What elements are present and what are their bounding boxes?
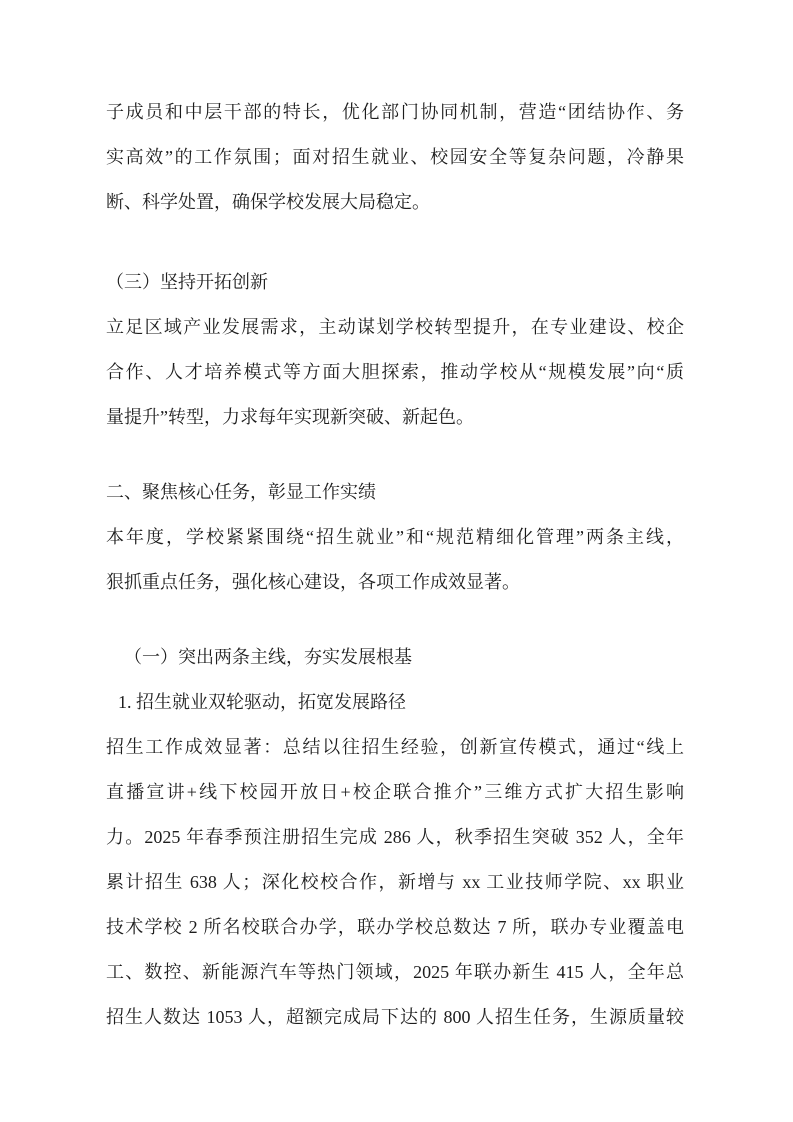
text-line: 技术学校 2 所名校联合办学，联办学校总数达 7 所，联办专业覆盖电 <box>106 917 684 937</box>
text-line: 力。2025 年春季预注册招生完成 286 人，秋季招生突破 352 人，全年 <box>106 827 684 847</box>
text-line: 断、科学处置，确保学校发展大局稳定。 <box>106 192 430 212</box>
text-line: 子成员和中层干部的特长，优化部门协同机制，营造“团结协作、务 <box>106 102 684 122</box>
text-line: 招生人数达 1053 人，超额完成局下达的 800 人招生任务，生源质量较 <box>106 1007 684 1027</box>
text-line: 累计招生 638 人；深化校校合作，新增与 xx 工业技师学院、xx 职业 <box>106 872 684 892</box>
text-line: 工、数控、新能源汽车等热门领域，2025 年联办新生 415 人，全年总 <box>106 962 684 982</box>
section-heading-innovation: （三）坚持开拓创新 <box>106 272 268 292</box>
text-line: 量提升”转型，力求每年实现新突破、新起色。 <box>106 407 474 427</box>
paragraph-enrollment-results <box>106 725 684 1040</box>
section-heading-enrollment-drive: 1. 招生就业双轮驱动，拓宽发展路径 <box>118 692 406 712</box>
text-line: 合作、人才培养模式等方面大胆探索，推动学校从“规模发展”向“质 <box>106 362 684 382</box>
text-line: 本年度，学校紧紧围绕“招生就业”和“规范精细化管理”两条主线， <box>106 527 684 547</box>
section-heading-core-tasks: 二、聚焦核心任务，彰显工作实绩 <box>106 482 376 502</box>
text-line: 狠抓重点任务，强化核心建设，各项工作成效显著。 <box>106 572 520 592</box>
paragraph-innovation <box>106 305 684 440</box>
paragraph-core-tasks <box>106 515 684 605</box>
paragraph-team-building <box>106 90 684 225</box>
text-line: 招生工作成效显著：总结以往招生经验，创新宣传模式，通过“线上 <box>106 737 684 757</box>
text-line: 实高效”的工作氛围；面对招生就业、校园安全等复杂问题，冷静果 <box>106 147 684 167</box>
text-line: 立足区域产业发展需求，主动谋划学校转型提升，在专业建设、校企 <box>106 317 684 337</box>
text-line: 直播宣讲+线下校园开放日+校企联合推介”三维方式扩大招生影响 <box>106 782 684 802</box>
section-heading-two-mainlines: （一）突出两条主线，夯实发展根基 <box>124 647 412 667</box>
